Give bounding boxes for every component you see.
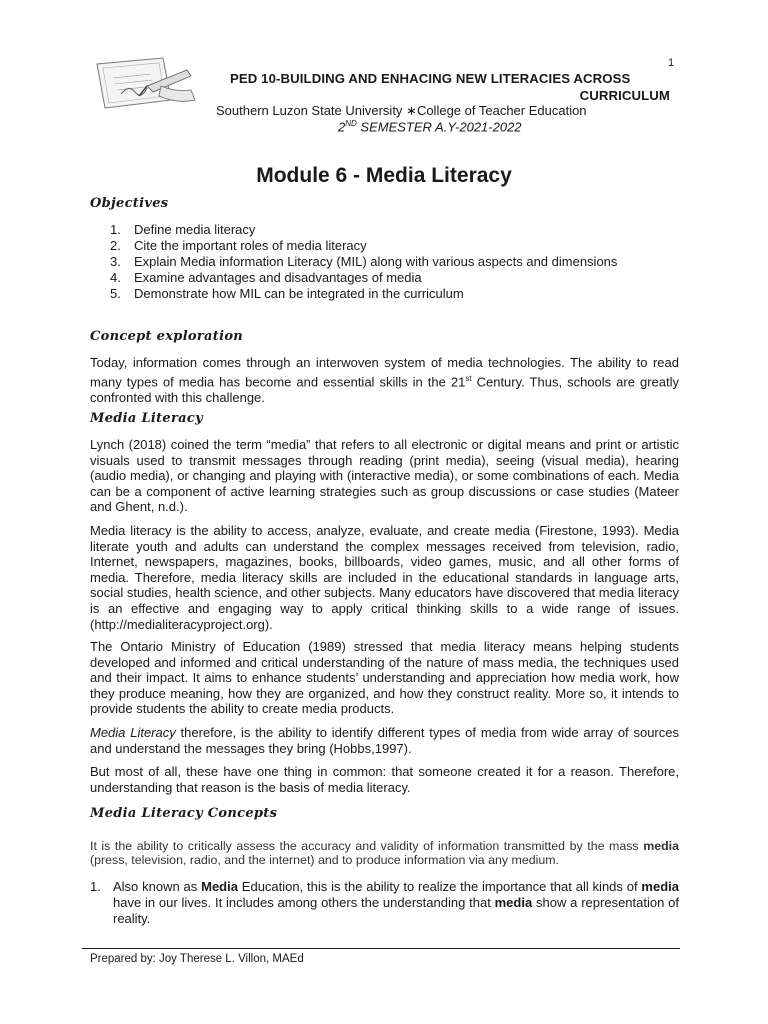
semester-line: 2ND SEMESTER A.Y-2021-2022 [338,119,522,135]
footer-divider [82,948,680,949]
writing-hand-logo [91,56,199,114]
concept-exploration-heading: Concept exploration [90,329,244,344]
list-item: 2. Cite the important roles of media literacy [110,238,367,253]
paragraph-firestone: Media literacy is the ability to access, analyze, evaluate, and create media (Firestone, 1993). Media literate youth and adults can understand the complex messages received from television, radio, Internet, newspapers, magazines, books, billboards, video games, music, and all other forms of media. Therefore, media literacy skills are included in the educational standards in language arts, social studies, health science, and other subjects. Many educators have discovered that media literacy is an effective and engaging way to apply critical thinking skills to a wide range of issues.(http://medialiteracyproject.org). [90,523,679,632]
list-item: 4. Examine advantages and disadvantages of media [110,270,422,285]
list-item: 1. Define media literacy [110,222,256,237]
media-literacy-heading: Media Literacy [90,411,203,426]
page-number: 1 [668,57,675,69]
paragraph-hobbs: Media Literacy therefore, is the ability to identify different types of media from wide array of sources and understand the messages they bring (Hobbs,1997). [90,725,679,756]
list-item: 5. Demonstrate how MIL can be integrated in the curriculum [110,286,464,301]
module-title: Module 6 - Media Literacy [256,164,512,187]
footer-prepared-by: Prepared by: Joy Therese L. Villon, MAEd [90,953,304,965]
concepts-intro: It is the ability to critically assess the accuracy and validity of information transmitted by the mass media (press, television, radio, and the internet) and to produce information via any medium. [90,839,679,867]
objectives-list [110,222,617,302]
paragraph-lynch: Lynch (2018) coined the term “media” that refers to all electronic or digital means and print or artistic visuals used to transmit messages through reading (print media), seeing (visual media), hearing (audio media), or changing and playing with (interactive media), or some combinations of each. Media can be a component of active learning strategies such as group discussions or case studies (Mateer and Ghent, n.d.). [90,437,679,515]
concept-item-1: 1. Also known as Media Education, this is the ability to realize the importance that all kinds of media have in our lives. It includes among others the understanding that media show a representation of reality. [90,879,679,926]
list-item: 3. Explain Media information Literacy (MIL) along with various aspects and dimensions [110,254,618,269]
objectives-heading: Objectives [90,196,169,211]
institution-line: Southern Luzon State University ∗College of Teacher Education [216,103,587,118]
media-literacy-concepts-heading: Media Literacy Concepts [90,806,278,821]
paragraph-common: But most of all, these have one thing in common: that someone created it for a reason. Therefore, understanding that reason is the basis of media literacy. [90,764,679,795]
paragraph-ontario: The Ontario Ministry of Education (1989) stressed that media literacy means helping students developed and informed and critical understanding of the nature of mass media, the techniques used and their impact. It aims to enhance students’ understanding and appreciation how media work, how they produce meaning, how they are organized, and how they construct reality. More so, it intends to provide students the ability to create media products. [90,639,679,717]
concept-paragraph: Today, information comes through an interwoven system of media technologies. The ability to read many types of media has become and essential skills in the 21st Century. Thus, schools are greatly confronted with this challenge. [90,355,679,405]
course-title: PED 10-BUILDING AND ENHACING NEW LITERACIES ACROSS CURRICULUM [230,71,670,103]
